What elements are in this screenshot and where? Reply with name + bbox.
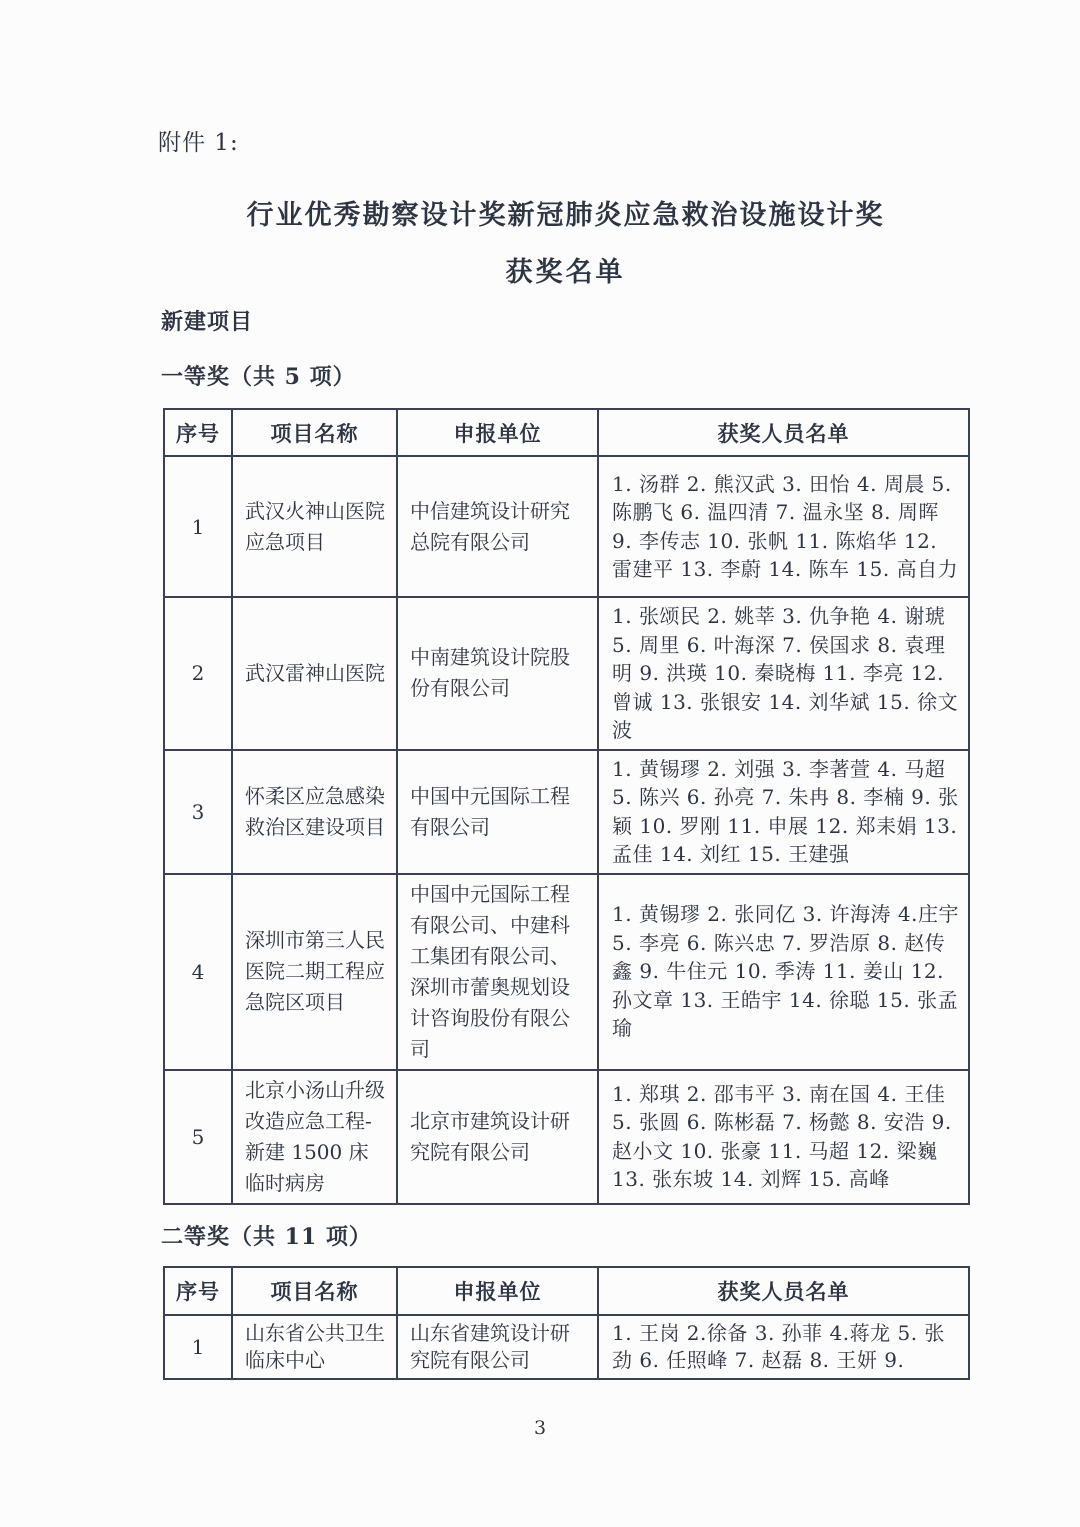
section-heading-new-projects: 新建项目: [161, 309, 254, 335]
row4-winners: 1. 黄锡璆 2. 张同亿 3. 许海涛 4.庄宇 5. 李亮 6. 陈兴忠 7. 罗浩原 8. 赵传鑫 9. 牛住元 10. 季涛 11. 姜山 12. 孙文章 13. 王皓宇 14. 徐聪 15. 张孟瑜: [598, 874, 969, 1070]
header-project: 项目名称: [232, 409, 397, 456]
document-title: 行业优秀勘察设计奖新冠肺炎应急救治设施设计奖: [246, 200, 885, 231]
first-prize-table: [163, 408, 970, 1205]
header-no: 序号: [164, 1267, 232, 1315]
row3-unit: 中国中元国际工程有限公司: [397, 750, 598, 874]
row5-project: 北京小汤山升级改造应急工程-新建 1500 床临时病房: [232, 1070, 397, 1204]
t2-row1-unit: 山东省建筑设计研究院有限公司: [397, 1315, 598, 1379]
t2-row1-winners: 1. 王岗 2.徐备 3. 孙菲 4.蒋龙 5. 张劲 6. 任照峰 7. 赵磊 8. 王妍 9.: [598, 1315, 969, 1379]
row2-no: 2: [164, 597, 232, 750]
header-winners: 获奖人员名单: [598, 409, 969, 456]
t2-row1-no: 1: [164, 1315, 232, 1379]
row2-project: 武汉雷神山医院: [232, 597, 397, 750]
row2-winners: 1. 张颂民 2. 姚莘 3. 仇争艳 4. 谢琥 5. 周里 6. 叶海深 7. 侯国求 8. 袁理明 9. 洪瑛 10. 秦晓梅 11. 李亮 12. 曾诚 13. 张银安 14. 刘华斌 15. 徐文波: [598, 597, 969, 750]
table-row: [164, 1070, 969, 1204]
row1-winners: 1. 汤群 2. 熊汉武 3. 田怡 4. 周晨 5. 陈鹏飞 6. 温四清 7. 温永坚 8. 周晖 9. 李传志 10. 张帆 11. 陈焰华 12. 雷建平 13. 李蔚 14. 陈车 15. 高自力: [598, 456, 969, 597]
attachment-label: 附件 1:: [158, 130, 239, 156]
document-subtitle: 获奖名单: [505, 257, 626, 288]
page-number: 3: [533, 1417, 547, 1439]
row3-winners: 1. 黄锡璆 2. 刘强 3. 李著萱 4. 马超 5. 陈兴 6. 孙亮 7. 朱冉 8. 李楠 9. 张颖 10. 罗刚 11. 申展 12. 郑耒娟 13. 孟佳 14. 刘红 15. 王建强: [598, 750, 969, 874]
row3-project: 怀柔区应急感染救治区建设项目: [232, 750, 397, 874]
row5-winners: 1. 郑琪 2. 邵韦平 3. 南在国 4. 王佳 5. 张圆 6. 陈彬磊 7. 杨懿 8. 安浩 9. 赵小文 10. 张豪 11. 马超 12. 梁巍 13. 张东坡 14. 刘辉 15. 高峰: [598, 1070, 969, 1204]
t2-row1-project: 山东省公共卫生临床中心: [232, 1315, 397, 1379]
row1-unit: 中信建筑设计研究总院有限公司: [397, 456, 598, 597]
table-header-row: [164, 1267, 969, 1315]
row4-no: 4: [164, 874, 232, 1070]
table-row: [164, 456, 969, 597]
row4-unit: 中国中元国际工程有限公司、中建科工集团有限公司、深圳市蕾奥规划设计咨询股份有限公司: [397, 874, 598, 1070]
header-project: 项目名称: [232, 1267, 397, 1315]
second-prize-table: [163, 1266, 970, 1380]
header-unit: 申报单位: [397, 1267, 598, 1315]
row5-no: 5: [164, 1070, 232, 1204]
table-header-row: [164, 409, 969, 456]
row4-project: 深圳市第三人民医院二期工程应急院区项目: [232, 874, 397, 1070]
table-row: [164, 1315, 969, 1379]
table-row: [164, 597, 969, 750]
row2-unit: 中南建筑设计院股份有限公司: [397, 597, 598, 750]
row3-no: 3: [164, 750, 232, 874]
table-row: [164, 874, 969, 1070]
row1-no: 1: [164, 456, 232, 597]
table-row: [164, 750, 969, 874]
row1-project: 武汉火神山医院应急项目: [232, 456, 397, 597]
header-winners: 获奖人员名单: [598, 1267, 969, 1315]
second-prize-heading: 二等奖（共 11 项）: [161, 1224, 372, 1250]
row5-unit: 北京市建筑设计研究院有限公司: [397, 1070, 598, 1204]
header-unit: 申报单位: [397, 409, 598, 456]
first-prize-heading: 一等奖（共 5 项）: [161, 364, 356, 390]
header-no: 序号: [164, 409, 232, 456]
